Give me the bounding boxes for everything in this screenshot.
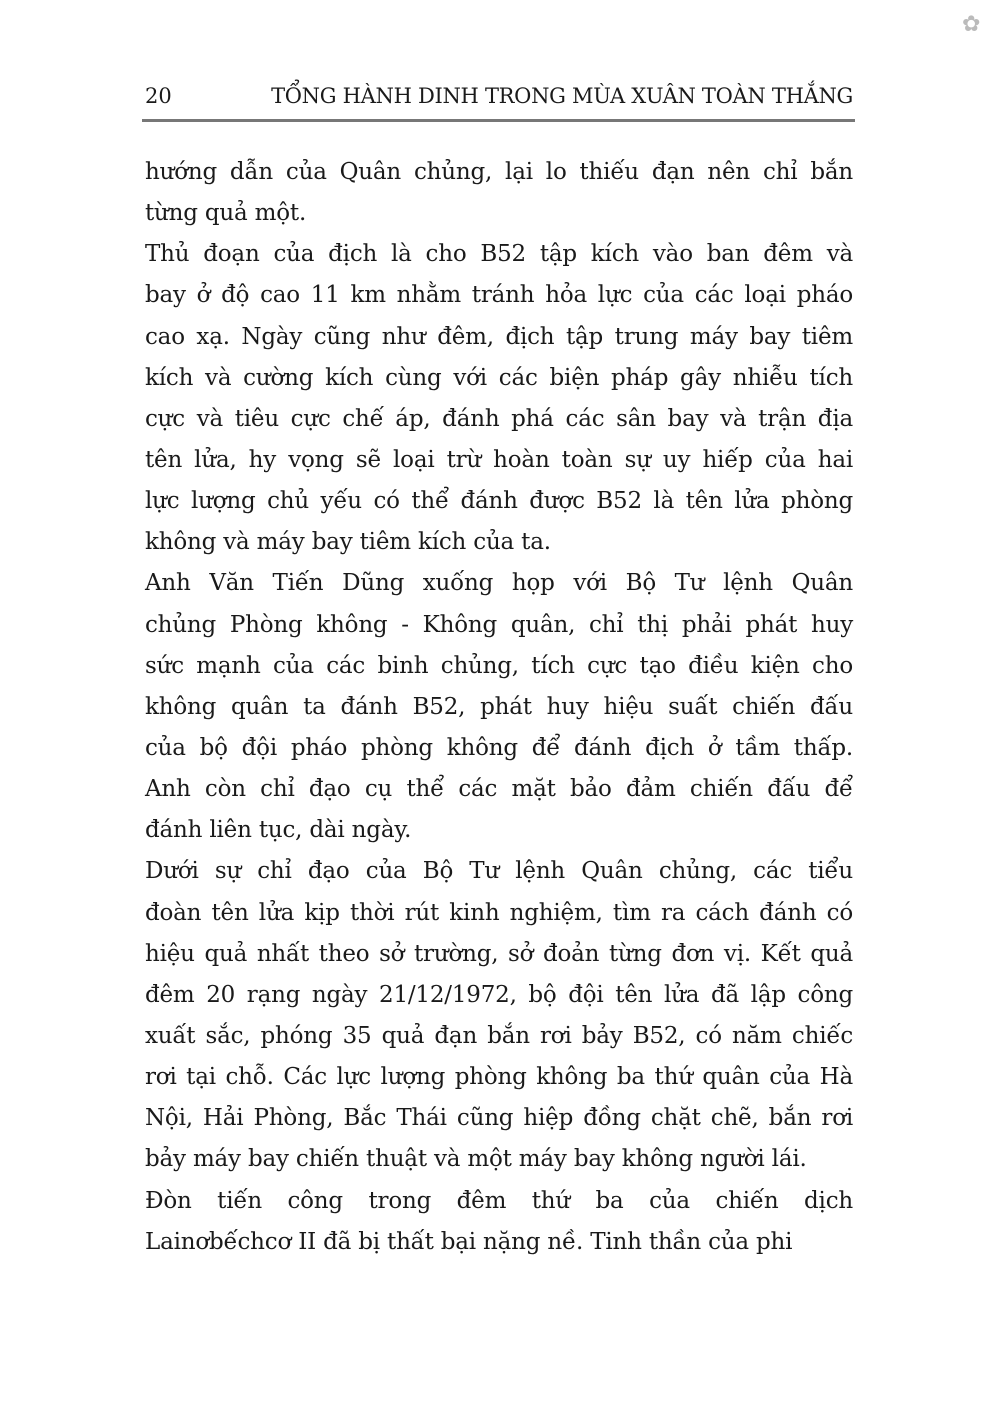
text-line: Thủ đoạn của địch là cho B52 tập kích vào ban đêm và <box>145 241 853 268</box>
text-line: không quân ta đánh B52, phát huy hiệu suất chiến đấu <box>145 693 853 720</box>
text-line: Anh Văn Tiến Dũng xuống họp với Bộ Tư lệnh Quân <box>145 570 853 597</box>
flower-ornament-icon: ✿ <box>962 12 981 37</box>
running-header <box>145 84 853 118</box>
text-line: sức mạnh của các binh chủng, tích cực tạo điều kiện cho <box>145 652 853 679</box>
body-text <box>145 152 853 1263</box>
text-line: lực lượng chủ yếu có thể đánh được B52 là tên lửa phòng <box>145 488 853 515</box>
text-line: Anh còn chỉ đạo cụ thể các mặt bảo đảm chiến đấu để <box>145 776 853 803</box>
text-line: Dưới sự chỉ đạo của Bộ Tư lệnh Quân chủng, các tiểu <box>145 858 853 885</box>
text-line: bay ở độ cao 11 km nhằm tránh hỏa lực của các loại pháo <box>145 282 853 309</box>
text-line: kích và cường kích cùng với các biện pháp gây nhiễu tích <box>145 364 853 391</box>
text-line: Nội, Hải Phòng, Bắc Thái cũng hiệp đồng chặt chẽ, bắn rơi <box>145 1105 853 1132</box>
text-line: không và máy bay tiêm kích của ta. <box>145 529 551 556</box>
page-number: 20 <box>145 84 172 108</box>
text-line: từng quả một. <box>145 200 307 227</box>
text-line: đánh liên tục, dài ngày. <box>145 817 412 844</box>
text-line: bảy máy bay chiến thuật và một máy bay không người lái. <box>145 1146 807 1173</box>
text-line: chủng Phòng không - Không quân, chỉ thị phải phát huy <box>145 611 853 638</box>
text-line: đêm 20 rạng ngày 21/12/1972, bộ đội tên lửa đã lập công <box>145 981 853 1008</box>
running-title: TỔNG HÀNH DINH TRONG MÙA XUÂN TOÀN THẮNG <box>271 84 853 108</box>
text-line: tên lửa, hy vọng sẽ loại trừ hoàn toàn sự uy hiếp của hai <box>145 446 853 473</box>
text-line: hiệu quả nhất theo sở trường, sở đoản từng đơn vị. Kết quả <box>145 940 853 967</box>
text-line: xuất sắc, phóng 35 quả đạn bắn rơi bảy B52, có năm chiếc <box>145 1022 853 1049</box>
text-line: Lainơbếchcơ II đã bị thất bại nặng nề. Tinh thần của phi <box>145 1228 793 1255</box>
text-line: của bộ đội pháo phòng không để đánh địch ở tầm thấp. <box>145 734 853 761</box>
text-line: rơi tại chỗ. Các lực lượng phòng không ba thứ quân của Hà <box>145 1064 853 1091</box>
text-line: cao xạ. Ngày cũng như đêm, địch tập trung máy bay tiêm <box>145 323 853 350</box>
text-line: đoàn tên lửa kịp thời rút kinh nghiệm, tìm ra cách đánh có <box>145 899 853 926</box>
header-rule <box>142 119 855 122</box>
text-line: cực và tiêu cực chế áp, đánh phá các sân bay và trận địa <box>145 405 853 432</box>
text-line: hướng dẫn của Quân chủng, lại lo thiếu đạn nên chỉ bắn <box>145 159 853 185</box>
text-line: Đòn tiến công trong đêm thứ ba của chiến dịch <box>145 1187 853 1214</box>
